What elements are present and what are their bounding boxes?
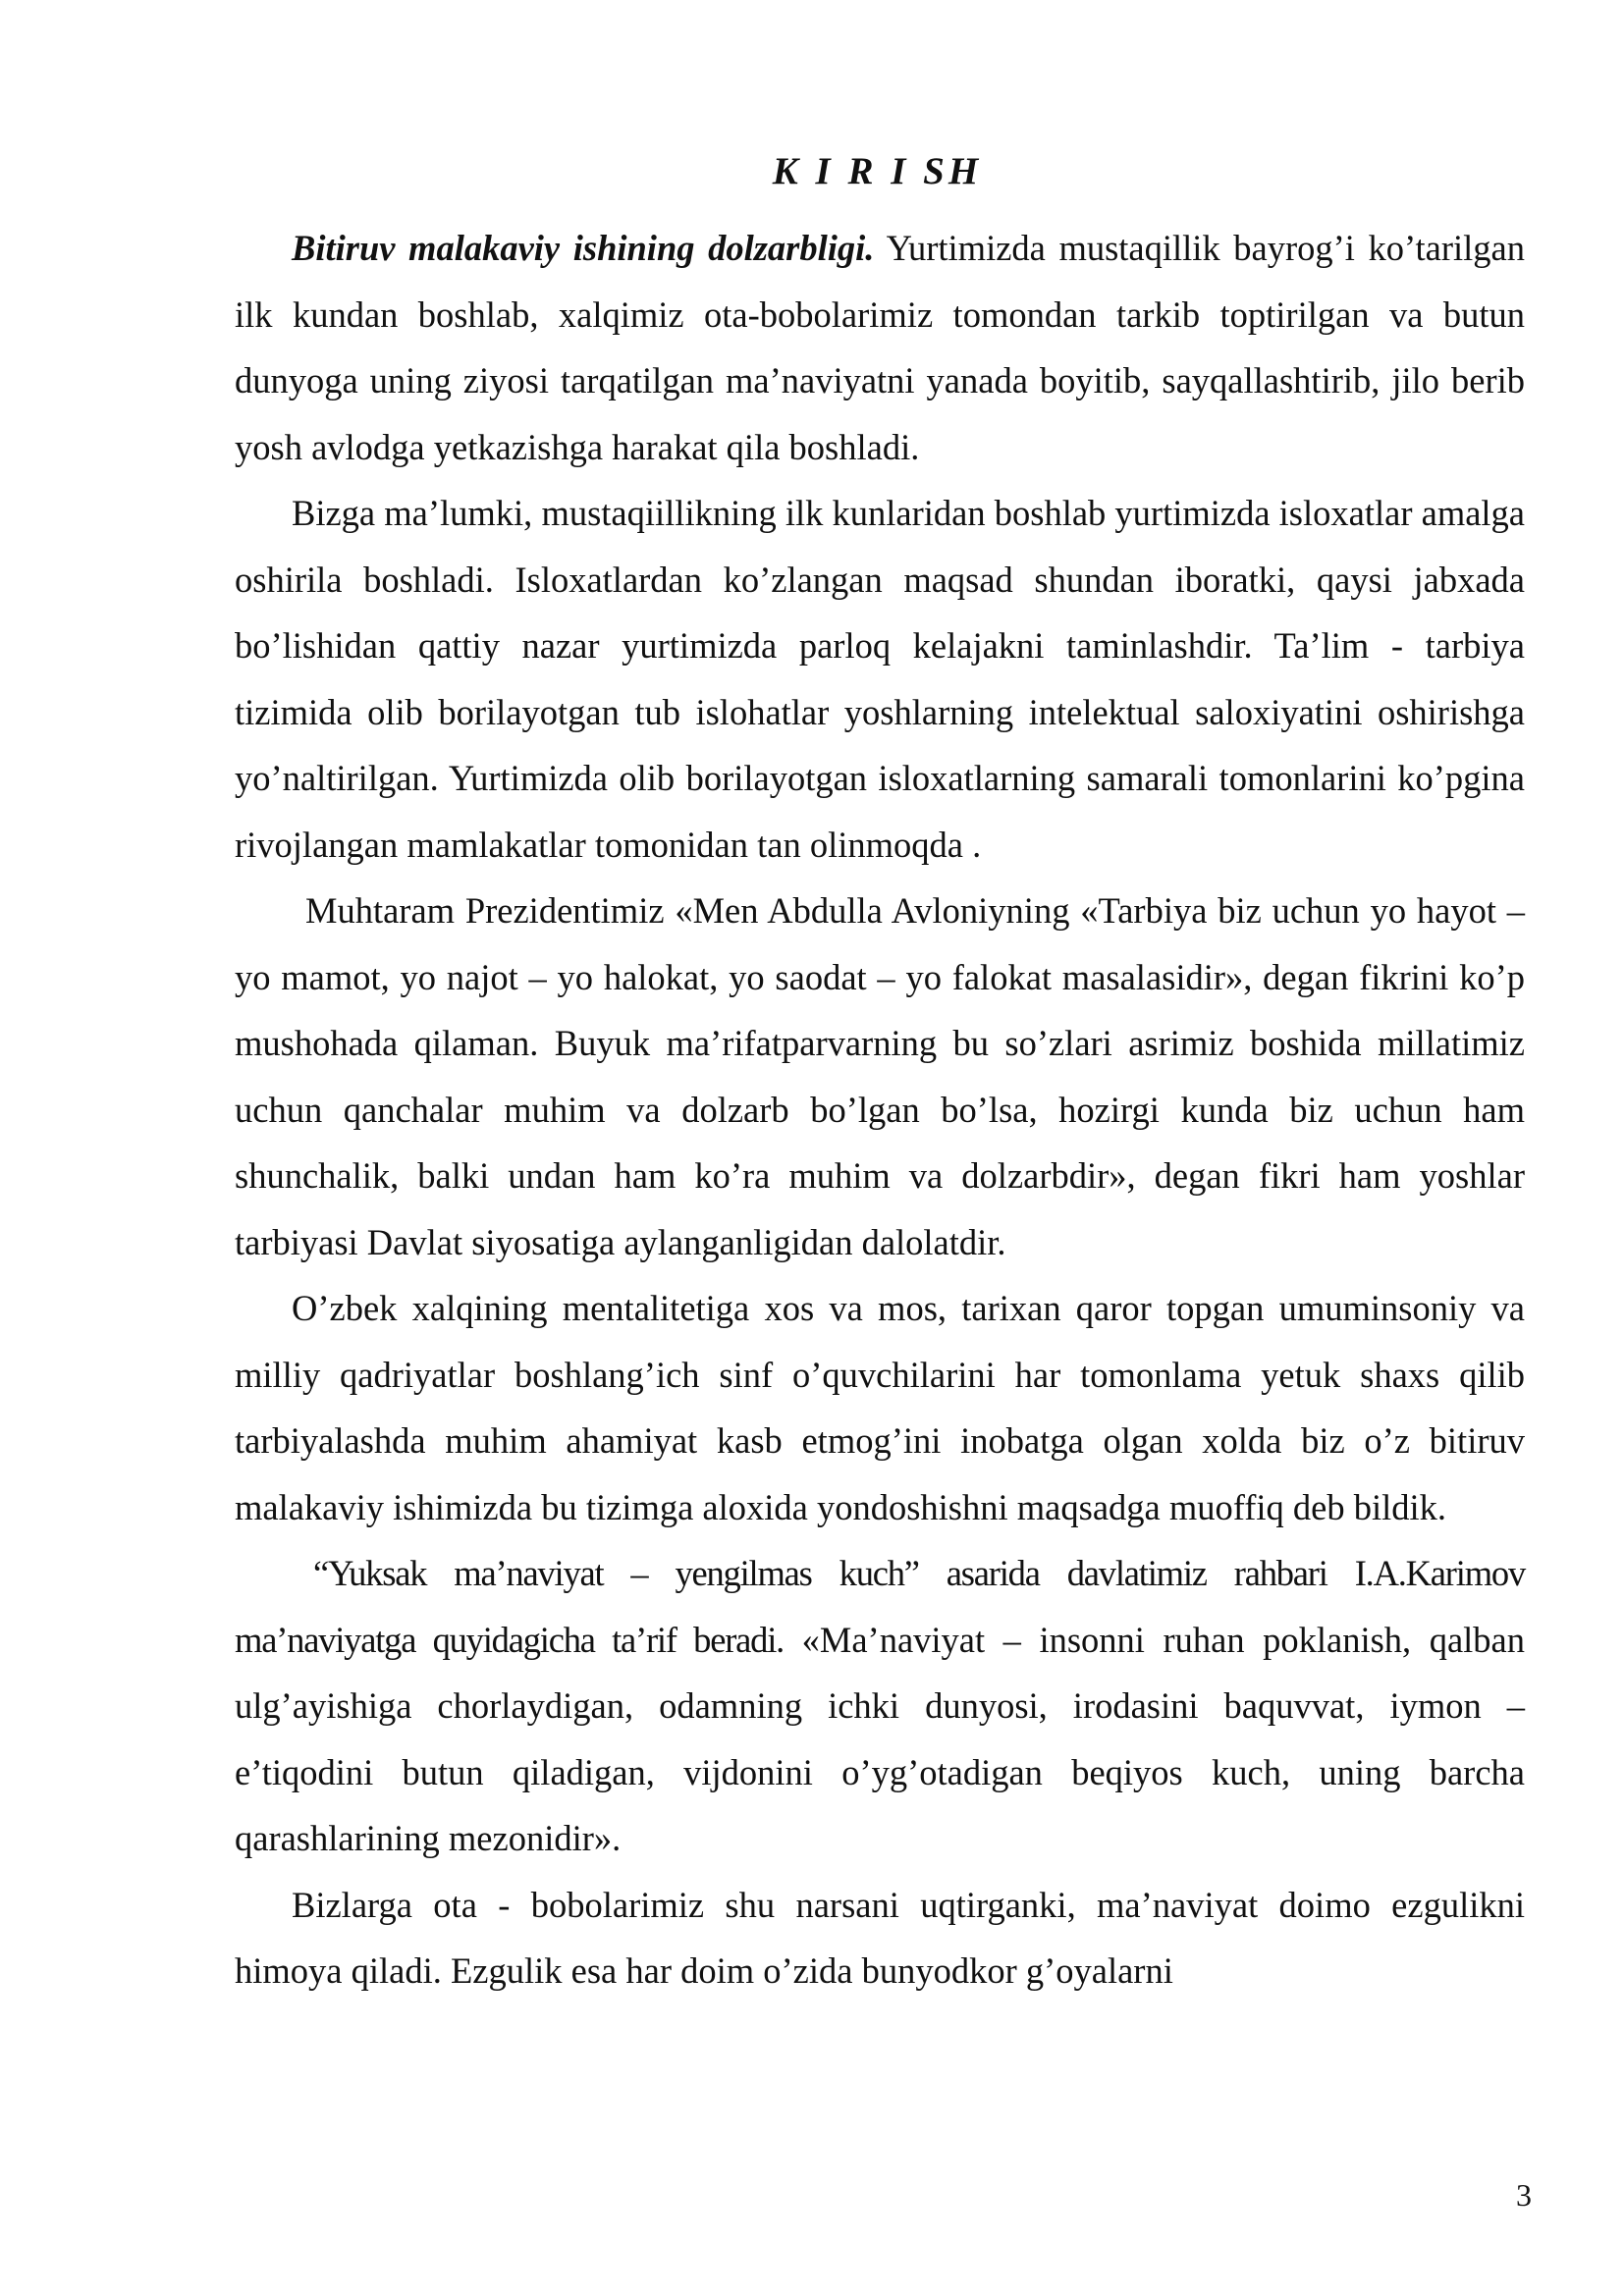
paragraph-lead-heading: Bitiruv malakaviy ishining dolzarbligi. <box>292 228 875 268</box>
paragraph-values: O’zbek xalqining mentalitetiga xos va mos, tarixan qaror topgan umuminsoniy va milliy qadriyatlar boshlang’ich sinf o’quvchilarini har tomonlama yetuk shaxs qilib tarbiyalashda muhim ahamiyat kasb etmog’ini inobatga olgan xolda biz o’z bitiruv malakaviy ishimizda bu tizimga aloxida yondoshishni maqsadga muoffiq deb bildik. <box>235 1288 1525 1527</box>
paragraph-reforms: Bizga ma’lumki, mustaqiillikning ilk kunlaridan boshlab yurtimizda isloxatlar amalga oshirila boshladi. Isloxatlardan ko’zlangan maqsad shundan iboratki, qaysi jabxada bo’lishidan qattiy nazar yurtimizda parloq kelajakni taminlashdir. Ta’lim - tarbiya tizimida olib borilayotgan tub islohatlar yoshlarning intelektual saloxiyatini oshirishga yo’naltirilgan. Yurtimizda olib borilayotgan isloxatlarning samarali tomonlarini ko’pgina rivojlangan mamlakatlar tomonidan tan olinmoqda . <box>235 493 1525 865</box>
paragraph-text: Yurtimizda mustaqillik bayrog’i ko’tarilgan ilk kundan boshlab, xalqimiz ota-bobolarimiz tomondan tarkib toptirilgan va butun dunyoga uning ziyosi tarqatilgan ma’naviyatni yanada boyitib, sayqallashtirib, jilo berib yosh avlodga yetkazishga harakat qila boshladi. <box>235 228 1525 467</box>
page-number: 3 <box>1516 2177 1532 2213</box>
paragraph-spirituality-definition <box>235 1540 1525 1872</box>
paragraph-text: «Ma’naviyat – insonni ruhan poklanish, qalban ulg’ayishiga chorlaydigan, odamning ichki dunyosi, irodasini baquvvat, iymon – e’tiqodini butun qiladigan, vijdonini o’yg’otadigan beqiyos kuch, uning barcha qarashlarining mezonidir». <box>235 1619 1525 1858</box>
paragraph-relevance <box>235 215 1525 480</box>
paragraph-president-quote: Muhtaram Prezidentimiz «Men Abdulla Avloniyning «Tarbiya biz uchun yo hayot – yo mamot, yo najot – yo halokat, yo saodat – yo falokat masalasidir», degan fikrini ko’p mushohada qilaman. Buyuk ma’rifatparvarning bu so’zlari asrimiz boshida millatimiz uchun qanchalar muhim va dolzarb bo’lgan bo’lsa, hozirgi kunda biz uchun ham shunchalik, balki undan ham ko’ra muhim va dolzarbdir», degan fikri ham yoshlar tarbiyasi Davlat siyosatiga aylanganligidan dalolatdir. <box>235 890 1525 1262</box>
paragraph-ancestors: Bizlarga ota - bobolarimiz shu narsani uqtirganki, ma’naviyat doimo ezgulikni himoya qiladi. Ezgulik esa har doim o’zida bunyodkor g’oyalarni <box>235 1884 1525 1991</box>
paragraph-condensed-intro: “Yuksak ma’naviyat – yengilmas kuch” asarida davlatimiz rahbari I.A.Karimov ma’naviyatga quyidagicha ta’rif beradi. <box>235 1553 1525 1660</box>
document-body <box>235 215 1525 2004</box>
page-title: K I R I SH <box>772 150 983 192</box>
